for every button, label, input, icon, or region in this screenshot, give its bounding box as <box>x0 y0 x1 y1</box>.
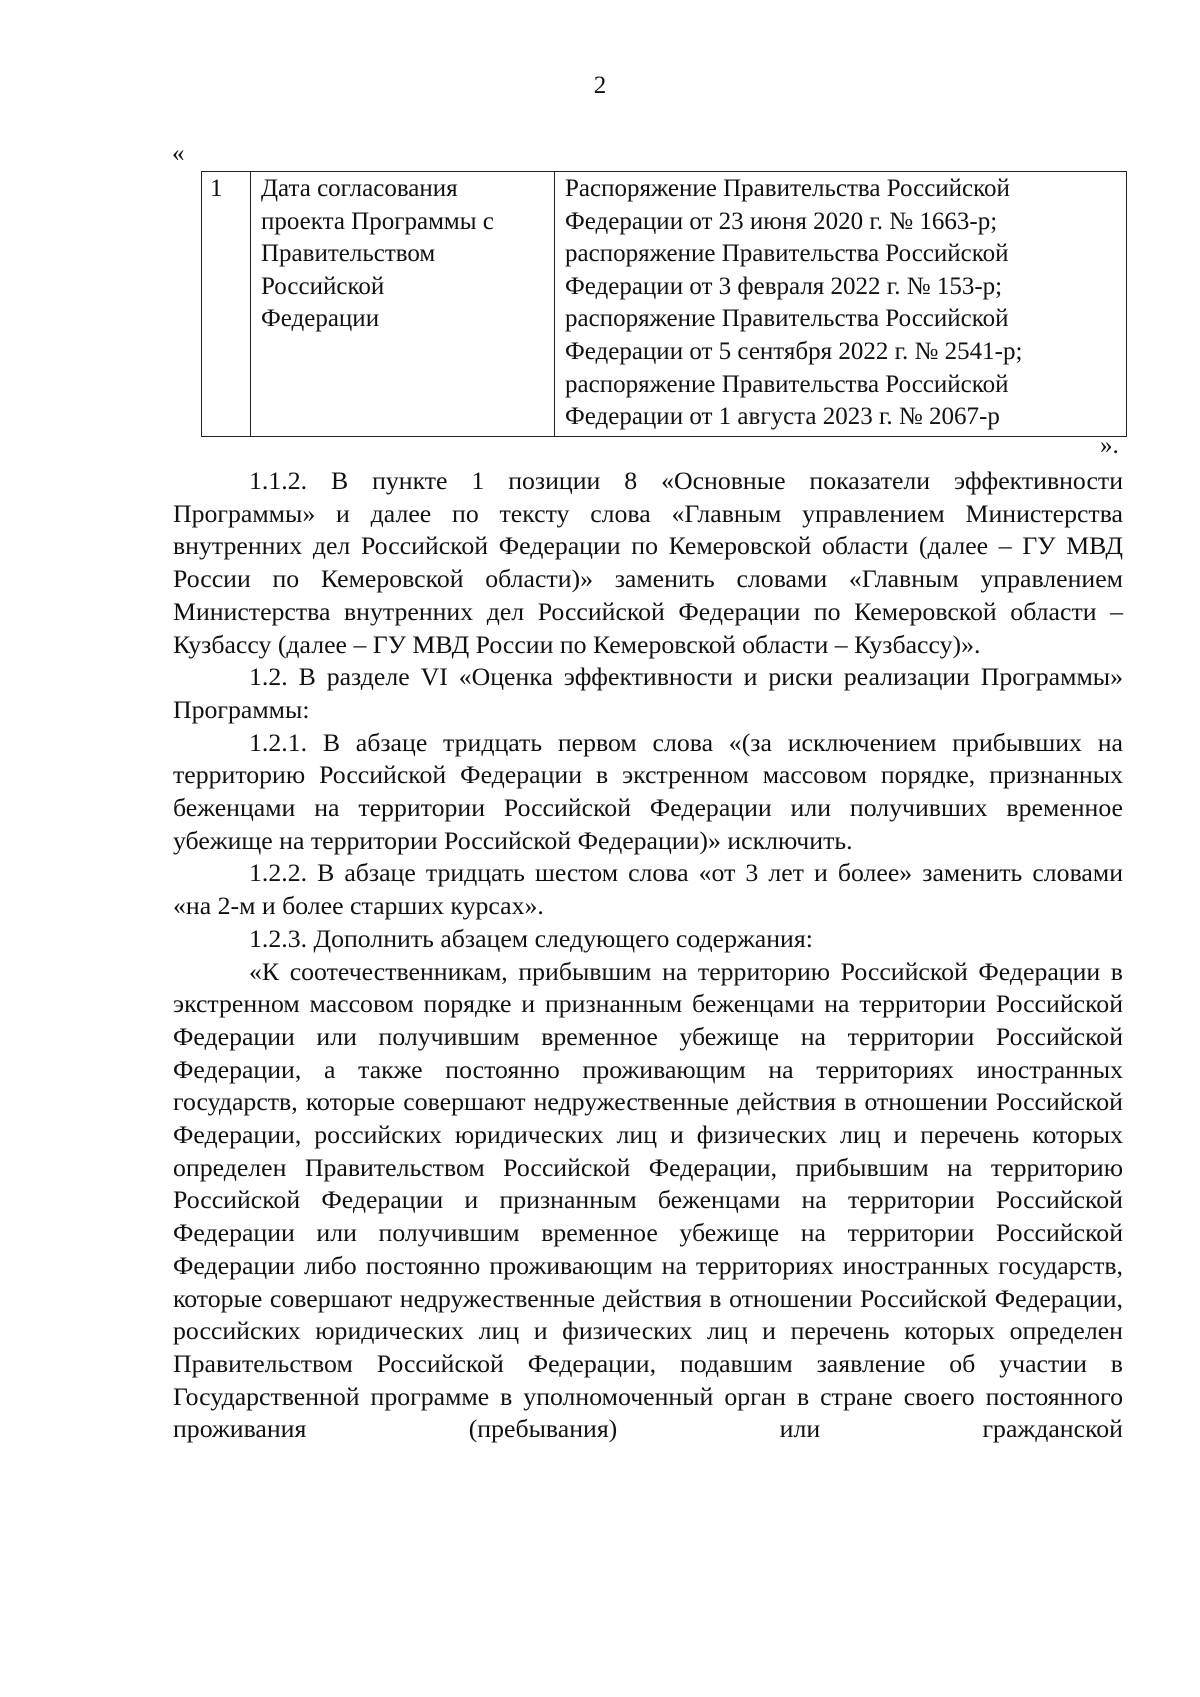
table-close-quote: ». <box>1100 432 1119 459</box>
paragraph-1-2-2: 1.2.2. В абзаце тридцать шестом слова «от 3 лет и более» заменить словами «на 2-м и более старших курсах». <box>173 858 1123 921</box>
row-label-cell <box>251 172 555 437</box>
page-number: 2 <box>593 72 607 99</box>
value-line: Федерации от 1 августа 2023 г. № 2067-р <box>565 403 1000 431</box>
value-line: распоряжение Правительства Российской <box>565 370 1009 398</box>
value-line: Федерации от 23 июня 2020 г. № 1663-р; <box>565 207 998 235</box>
value-line: Федерации от 3 февраля 2022 г. № 153-р; <box>565 272 1003 300</box>
table-open-quote: « <box>172 140 185 167</box>
value-line: Распоряжение Правительства Российской <box>565 175 1010 202</box>
label-line: Федерации <box>261 305 380 333</box>
row-value-cell <box>555 172 1127 437</box>
row-number-cell: 1 <box>202 172 251 437</box>
value-line: распоряжение Правительства Российской <box>565 305 1009 333</box>
paragraph-1-2-1: 1.2.1. В абзаце тридцать первом слова «(за исключением прибывших на территорию Российской Федерации в экстренном массовом порядке, признанных беженцами на территории Российской Федерации или получивших временное убежище на территории Российской Федерации)» исключить. <box>173 727 1123 855</box>
label-line: проекта Программы с <box>261 207 494 235</box>
label-line: Российской <box>261 272 385 300</box>
label-line: Дата согласования <box>261 175 458 202</box>
paragraph-added-text: «К соотечественникам, прибывшим на территорию Российской Федерации в экстренном массовом порядке и признанным беженцами на территории Российской Федерации или получившим временное убежище на территории Российской Федерации, а также постоянно проживающим на территориях иностранных государств, которые совершают недружественные действия в отношении Российской Федерации, российских юридических лиц и физических лиц и перечень которых определен Правительством Российской Федерации, прибывшим на территорию Российской Федерации и признанным беженцами на территории Российской Федерации или получившим временное убежище на территории Российской Федерации либо постоянно проживающим на территориях иностранных государств, которые совершают недружественные действия в отношении Российской Федерации, российских юридических лиц и физических лиц и перечень которых определен Правительством Российской Федерации, подавшим заявление об участии в Государственной программе в уполномоченный орган в стране своего постоянного проживания (пребывания) или гражданской <box>173 956 1123 1444</box>
table-row <box>202 172 1127 437</box>
amendment-table <box>201 171 1127 437</box>
paragraph-1-2-3: 1.2.3. Дополнить абзацем следующего содержания: <box>249 923 813 953</box>
document-body <box>173 465 1123 1446</box>
label-line: Правительством <box>261 240 436 268</box>
value-line: распоряжение Правительства Российской <box>565 240 1009 268</box>
paragraph-1-1-2: 1.1.2. В пункте 1 позиции 8 «Основные показатели эффективности Программы» и далее по тексту слова «Главным управлением Министерства внутренних дел Российской Федерации по Кемеровской области (далее – ГУ МВД России по Кемеровской области)» заменить словами «Главным управлением Министерства внутренних дел Российской Федерации по Кемеровской области – Кузбассу (далее – ГУ МВД России по Кемеровской области – Кузбассу)». <box>173 466 1123 659</box>
paragraph-1-2: 1.2. В разделе VI «Оценка эффективности и риски реализации Программы» Программы: <box>173 662 1123 724</box>
value-line: Федерации от 5 сентября 2022 г. № 2541-р; <box>565 337 1023 365</box>
